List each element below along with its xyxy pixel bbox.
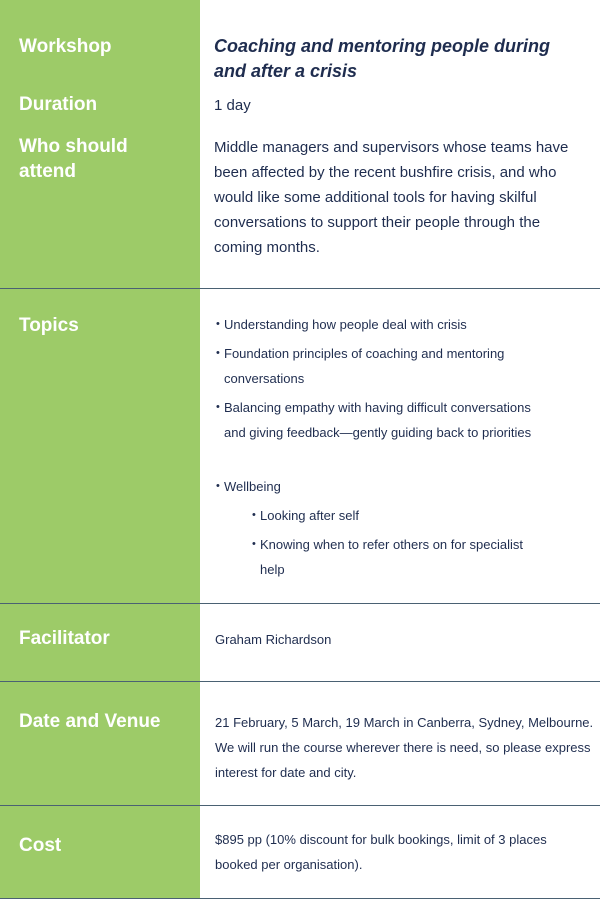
date-venue-value: 21 February, 5 March, 19 March in Canberra, Sydney, Melbourne. We will run the course wherever there is need, so please express interest for date and city. [215, 715, 594, 780]
bullet-icon: • [216, 401, 220, 413]
topic-item [214, 474, 544, 499]
bullet-icon: • [216, 480, 220, 492]
cost-row [0, 806, 600, 899]
workshop-title: Coaching and mentoring people during and after a crisis [214, 36, 550, 81]
facilitator-row [0, 604, 600, 681]
label-column [0, 289, 200, 603]
bullet-icon: • [252, 538, 256, 550]
date-venue-row [0, 682, 600, 805]
facilitator-value: Graham Richardson [215, 632, 332, 647]
facilitator-label: Facilitator [19, 628, 110, 649]
topic-text: Balancing empathy with having difficult conversations and giving feedback—gently guiding back to priorities [224, 400, 532, 440]
topics-label: Topics [19, 315, 79, 336]
date-venue-label: Date and Venue [19, 711, 161, 732]
duration-label: Duration [19, 94, 98, 115]
bullet-icon: • [252, 509, 256, 521]
overview-row [0, 0, 600, 288]
duration-value: 1 day [214, 97, 251, 114]
bullet-icon: • [216, 347, 220, 359]
topic-text: Knowing when to refer others on for specialist help [260, 537, 524, 577]
topics-list [214, 312, 544, 582]
topic-item [214, 395, 544, 445]
audience-value: Middle managers and supervisors whose teams have been affected by the recent bushfire crisis, and who would like some additional tools for having skilful conversations to support their people through the coming months. [214, 139, 569, 256]
topics-list-wrapper [214, 312, 544, 582]
topic-item [214, 312, 544, 337]
workshop-label: Workshop [19, 36, 112, 57]
topics-row [0, 289, 600, 603]
topic-item [214, 341, 544, 391]
label-column [0, 806, 200, 899]
label-column [0, 682, 200, 805]
bullet-icon: • [216, 318, 220, 330]
topic-text: Understanding how people deal with crisis [224, 317, 467, 332]
label-column [0, 0, 200, 288]
topic-text: Looking after self [260, 508, 360, 523]
subtopic-item [250, 532, 544, 582]
cost-value: $895 pp (10% discount for bulk bookings, limit of 3 places booked per organisation). [215, 832, 547, 872]
label-column [0, 604, 200, 681]
row-divider [0, 898, 600, 899]
topic-text: Wellbeing [224, 479, 281, 494]
audience-label: Who should attend [19, 136, 128, 182]
topic-text: Foundation principles of coaching and mentoring conversations [224, 346, 505, 386]
subtopic-item [250, 503, 544, 528]
cost-label: Cost [19, 835, 62, 856]
